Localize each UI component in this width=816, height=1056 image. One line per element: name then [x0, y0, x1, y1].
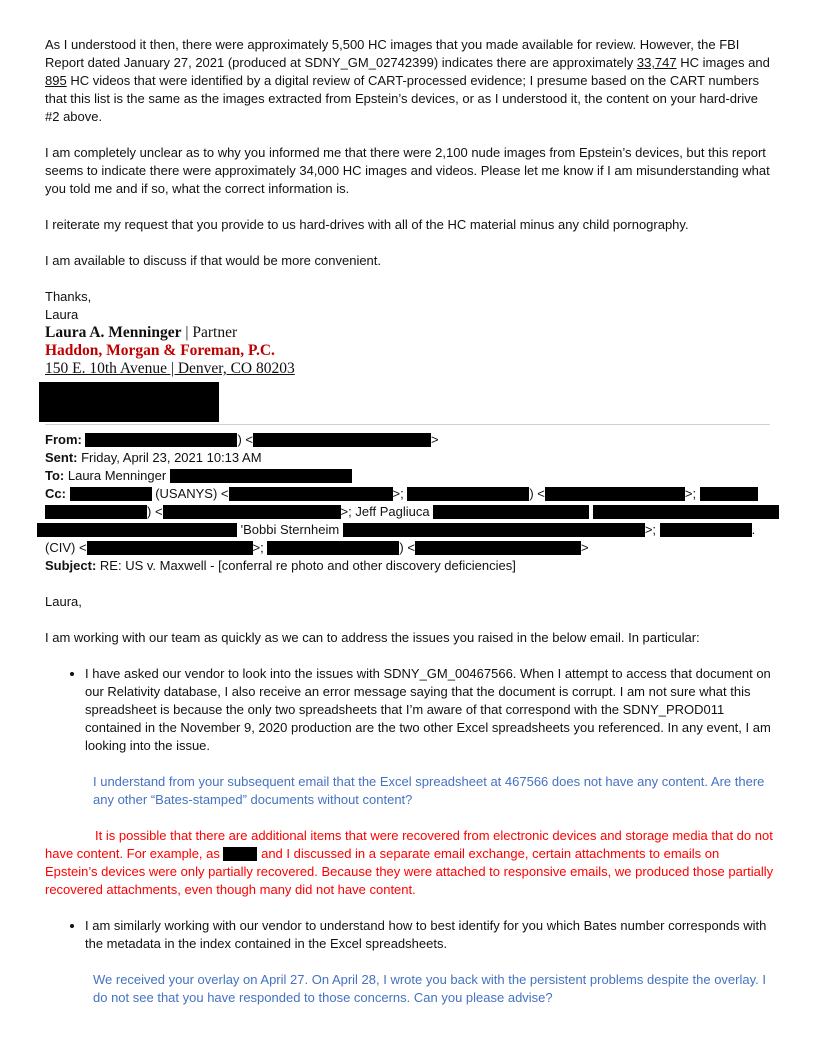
text: It is possible that there are additional items that were recovered from electronic devices and storage media that do not have content. For example, as: [45, 828, 773, 861]
text: >;: [392, 486, 404, 501]
redaction: [229, 487, 393, 501]
redaction: [593, 505, 779, 519]
redaction: [163, 505, 341, 519]
redaction: [407, 487, 529, 501]
signature-address: 150 E. 10th Avenue | Denver, CO 80203: [45, 360, 295, 377]
redaction: [37, 523, 237, 537]
text: ) <: [147, 504, 163, 519]
to-label: To:: [45, 468, 65, 483]
paragraph-unclear: I am completely unclear as to why you informed me that there were 2,100 nude images from Epstein’s devices, but this report seems to indicate there were approximately 34,000 HC images and videos. Please let me know if I am misunderstanding what you told me and if so, what the correct information is.: [45, 145, 770, 196]
header-from: [45, 431, 775, 449]
signature-title: | Partner: [181, 324, 238, 341]
redaction: [415, 541, 581, 555]
video-count: 895: [45, 73, 67, 88]
redaction: [45, 505, 147, 519]
email-document: [45, 36, 775, 1025]
header-divider: [45, 424, 770, 425]
redaction: [267, 541, 399, 555]
text: 'Bobbi Sternheim: [237, 522, 343, 537]
bullet-vendor-issue: • I have asked our vendor to look into the issues with SDNY_GM_00467566. When I attempt to access that document on our Relativity database, I also receive an error message saying that the document is corrupt. I am not sure what this spreadsheet is because the only two spreadsheets that I’m aware of that correspond with the SDNY_PROD011 contained in the November 9, 2020 production are the two other Excel spreadsheets you referenced. In any event, I am looking into the issue.: [85, 665, 775, 755]
signoff-name: Laura: [45, 307, 79, 322]
bullet-bates-number: • I am similarly working with our vendor to understand how to best identify for you which Bates number corresponds with the metadata in the index contained in the Excel spreadsheets.: [85, 917, 775, 953]
subject-value: RE: US v. Maxwell - [conferral re photo and other discovery deficiencies]: [96, 558, 516, 573]
redaction: [343, 523, 645, 537]
text: (USANYS) <: [151, 486, 229, 501]
text: >;: [684, 486, 697, 501]
redaction: [87, 541, 253, 555]
signature-block: [45, 324, 775, 378]
text: ) <: [399, 540, 415, 555]
subject-label: Subject:: [45, 558, 97, 573]
response-blue-1: I understand from your subsequent email that the Excel spreadsheet at 467566 does not have any content. Are there any other “Bates-stamped” documents without content?: [93, 774, 765, 807]
text: As I understood it then, there were approximately 5,500 HC images that you made available for review. However, the FBI Report dated January 27, 2021 (produced at SDNY_GM_02742399) indicates there are approximately: [45, 37, 740, 70]
redaction: [39, 382, 219, 422]
response-blue-2: We received your overlay on April 27. On April 28, I wrote you back with the persistent problems despite the overlay. I do not see that you have responded to those concerns. Can you please advise?: [93, 972, 766, 1005]
forwarded-header: [45, 431, 775, 575]
text: >: [580, 540, 589, 555]
text: ) <: [529, 486, 545, 501]
signature-name-line: [45, 324, 775, 342]
text: >;: [252, 540, 264, 555]
redaction: [70, 487, 152, 501]
redaction: [85, 433, 237, 447]
reply-bullets: [45, 665, 775, 755]
header-cc-3: [37, 521, 775, 539]
reply-bullets-2: [45, 917, 775, 953]
header-sent: [45, 449, 775, 467]
paragraph-request: I reiterate my request that you provide to us hard-drives with all of the HC material minus any child pornography.: [45, 217, 689, 232]
response-red-1: [45, 827, 775, 899]
redaction: [545, 487, 685, 501]
text: .: [751, 522, 756, 537]
sent-label: Sent:: [45, 450, 78, 465]
from-label: From:: [45, 432, 82, 447]
text: HC images and: [676, 55, 770, 70]
redaction: [170, 469, 352, 483]
redaction: [253, 433, 431, 447]
redaction: [660, 523, 752, 537]
text: >: [431, 432, 439, 447]
paragraph-hc-images: [45, 36, 775, 126]
image-count: 33,747: [636, 55, 677, 70]
text: >;: [644, 522, 657, 537]
text: >; Jeff Pagliuca: [340, 504, 434, 519]
signature-name: Laura A. Menninger: [45, 324, 182, 341]
redaction: [700, 487, 758, 501]
text: and I discussed in a separate email exchange, certain attachments to emails on Epstein’s devices were only partially recovered. Because they were attached to responsive emails, we produced those partially recovered attachments, even though many did not have content.: [45, 846, 774, 897]
reply-greeting: Laura,: [45, 594, 82, 609]
text: HC videos that were identified by a digital review of CART-processed evidence; I presume based on the CART numbers that this list is the same as the images extracted from Epstein’s devices, or as I understood it, the content on your hard-drive #2 above.: [45, 73, 759, 124]
text: ) <: [237, 432, 254, 447]
cc-label: Cc:: [45, 486, 66, 501]
header-to: [45, 467, 775, 485]
reply-intro: I am working with our team as quickly as we can to address the issues you raised in the below email. In particular:: [45, 630, 700, 645]
header-subject: [45, 557, 775, 575]
redaction: [433, 505, 589, 519]
header-cc-4: [45, 539, 775, 557]
paragraph-available: I am available to discuss if that would be more convenient.: [45, 253, 382, 268]
text: (CIV) <: [45, 540, 87, 555]
signature-firm: Haddon, Morgan & Foreman, P.C.: [45, 342, 275, 359]
signoff-thanks: Thanks,: [45, 289, 92, 304]
to-value: Laura Menninger: [64, 468, 170, 483]
redaction: [223, 847, 257, 861]
sent-value: Friday, April 23, 2021 10:13 AM: [77, 450, 262, 465]
header-cc-1: [45, 485, 775, 503]
header-cc-2: [45, 503, 775, 521]
